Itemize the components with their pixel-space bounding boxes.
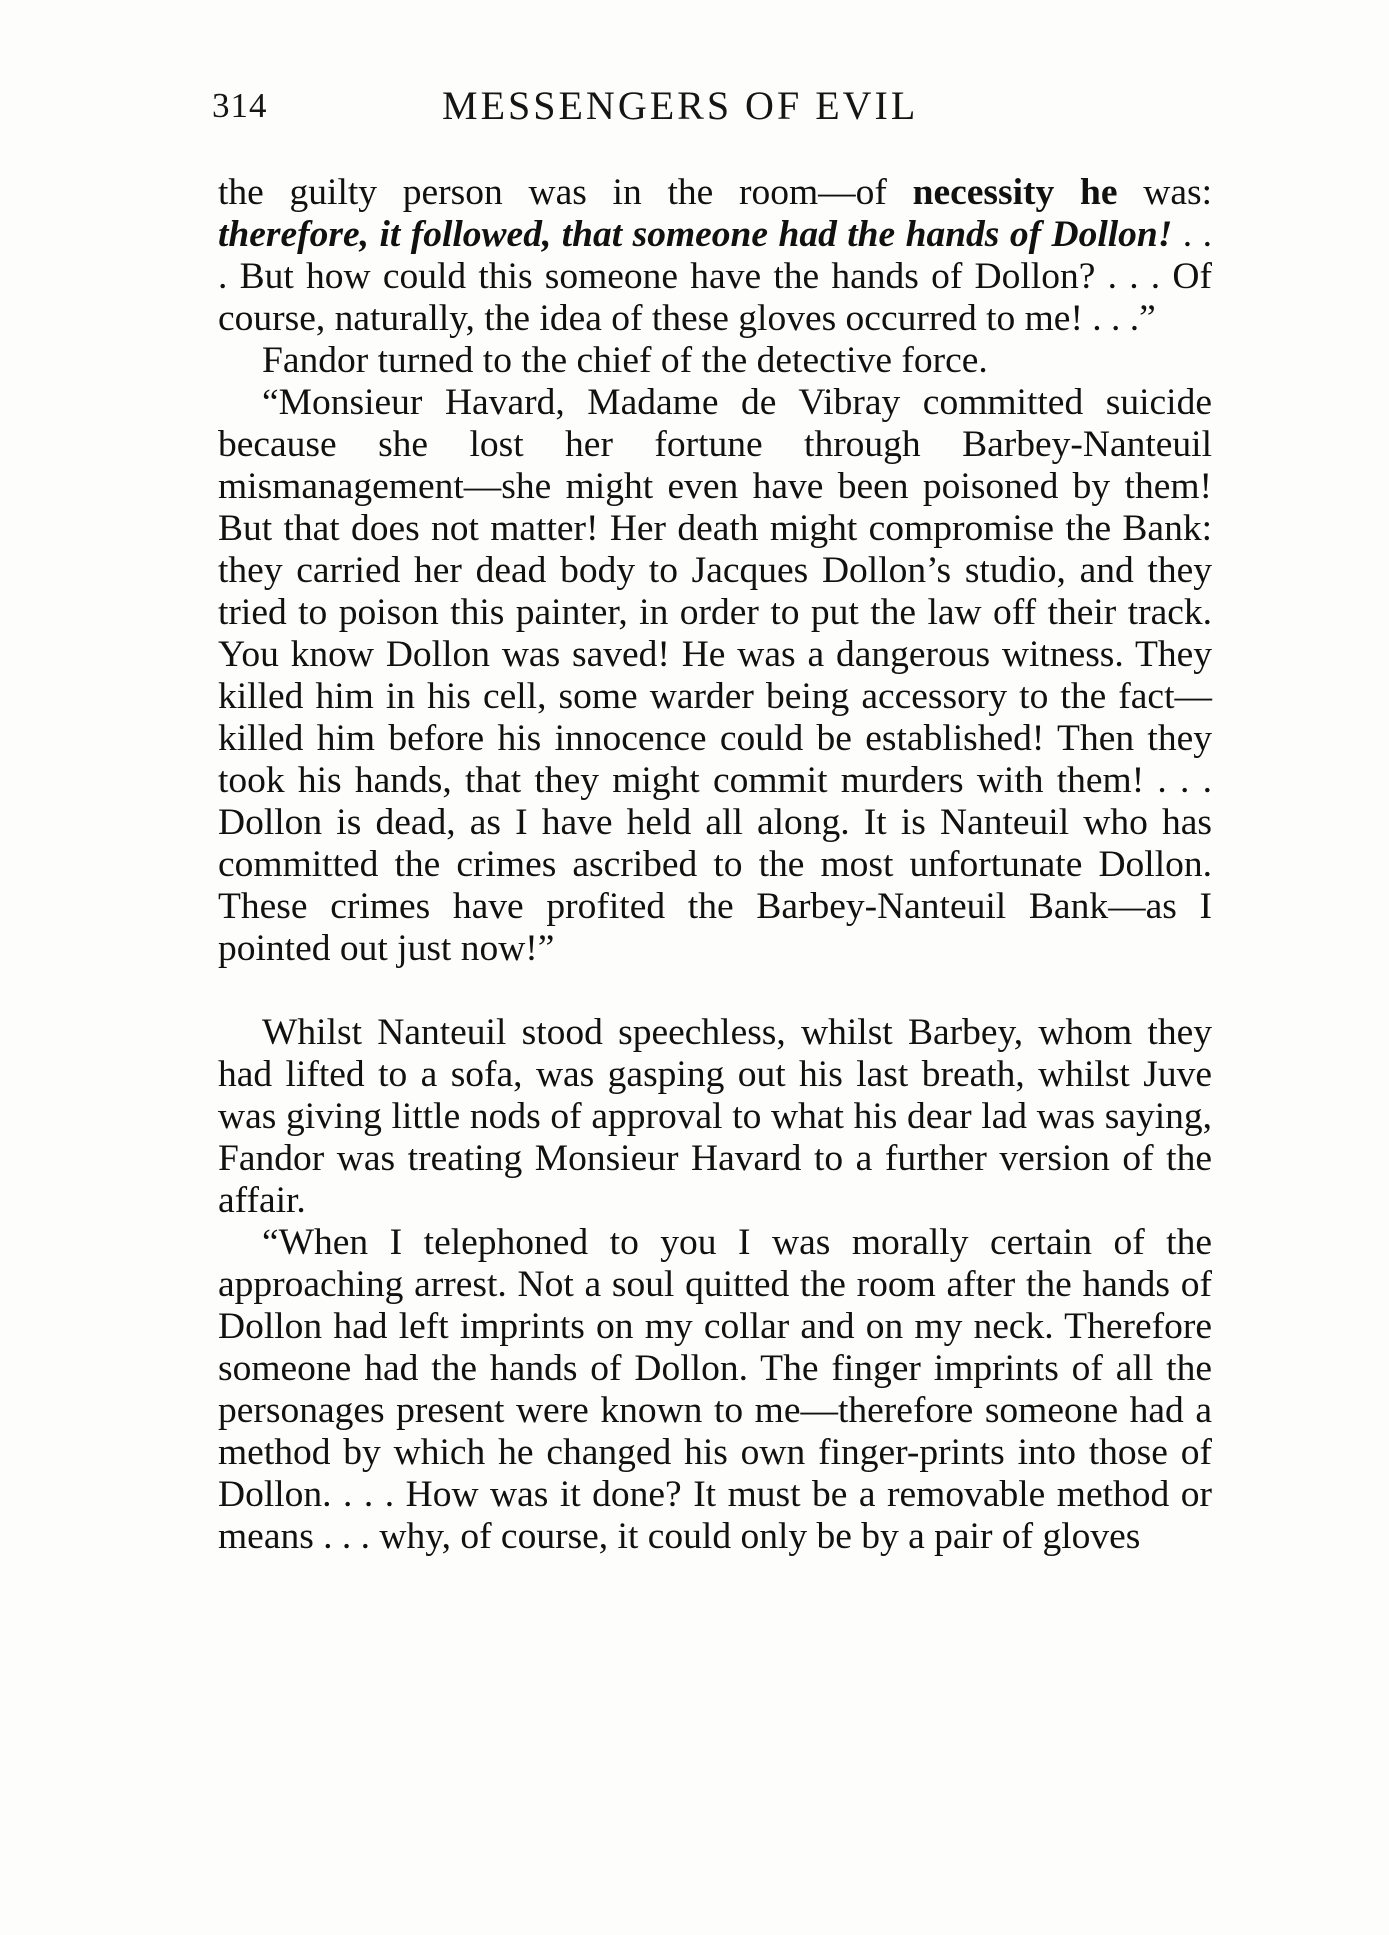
page-header bbox=[212, 78, 1204, 138]
paragraph-1 bbox=[218, 172, 1212, 340]
paragraph-3: “Monsieur Havard, Madame de Vibray committed suicide because she lost her fortune through Barbey-Nanteuil mismanagement—she might even have been poisoned by them! But that does not matter! Her death might compromise the Bank: they carried her dead body to Jacques Dollon’s studio, and they tried to poison this painter, in order to put the law off their track. You know Dollon was saved! He was a dangerous witness. They killed him in his cell, some warder being accessory to the fact—killed him before his innocence could be established! Then they took his hands, that they might commit murders with them! . . . Dollon is dead, as I have held all along. It is Nanteuil who has committed the crimes ascribed to the most unfortunate Dollon. These crimes have profited the Barbey-Nanteuil Bank—as I pointed out just now!” bbox=[218, 382, 1212, 969]
paragraph-5: “When I telephoned to you I was morally certain of the approaching arrest. Not a soul quitted the room after the hands of Dollon had left imprints on my collar and on my neck. Therefore someone had the hands of Dollon. The finger imprints of all the personages present were known to me—therefore someone had a method by which he changed his own finger-prints into those of Dollon. . . . How was it done? It must be a removable method or means . . . why, of course, it could only be by a pair of gloves bbox=[218, 1222, 1212, 1557]
paragraph-2: Fandor turned to the chief of the detective force. bbox=[262, 340, 988, 381]
p1-bold-text: necessity he bbox=[912, 172, 1118, 213]
p1-text-b: was: bbox=[1117, 172, 1212, 213]
body-text bbox=[218, 172, 1212, 1558]
paragraph-4: Whilst Nanteuil stood speechless, whilst Barbey, whom they had lifted to a sofa, was gasping out his last breath, whilst Juve was giving little nods of approval to what his dear lad was saying, Fandor was treating Monsieur Havard to a further version of the affair. bbox=[218, 1012, 1212, 1221]
p1-text-c: . . . But how could this someone have the hands of Dollon? . . . Of course, naturally, the idea of these gloves occurred to me! . . .” bbox=[218, 214, 1212, 339]
p1-text-a: the guilty person was in the room—of bbox=[218, 172, 913, 213]
page-number: 314 bbox=[212, 86, 268, 125]
running-title: MESSENGERS OF EVIL bbox=[442, 83, 919, 128]
p1-emphasis-text: therefore, it followed, that someone had the hands of Dollon! bbox=[218, 214, 1173, 255]
